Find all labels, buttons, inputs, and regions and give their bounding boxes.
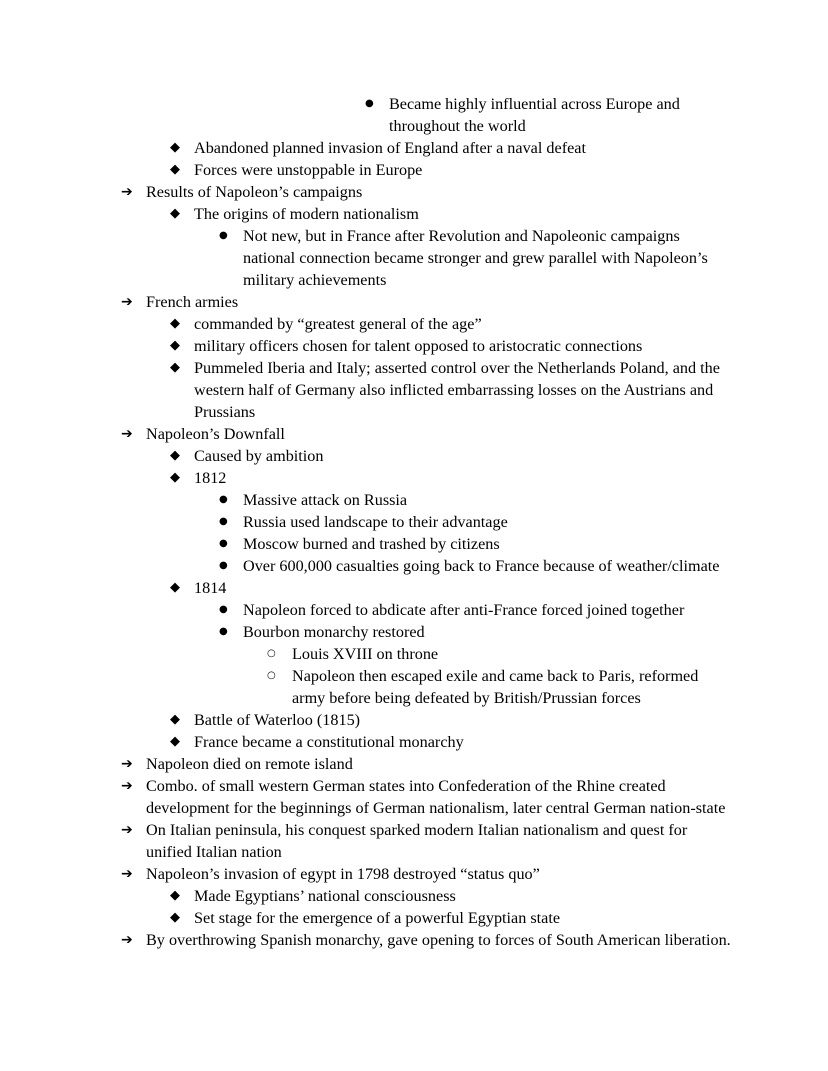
list-item (0, 181, 828, 203)
diamond-icon: ◆ (170, 360, 180, 375)
list-item (0, 313, 828, 335)
list-item (0, 225, 828, 291)
list-item-text: commanded by “greatest general of the age” (194, 315, 482, 333)
diamond-icon: ◆ (170, 470, 180, 485)
bullet-icon: ● (219, 604, 228, 615)
arrow-icon: ➔ (121, 184, 133, 200)
list-item-text: On Italian peninsula, his conquest sparked modern Italian nationalism and quest for unified Italian nation (146, 821, 688, 861)
diamond-icon: ◆ (170, 140, 180, 155)
list-item-text: Abandoned planned invasion of England after a naval defeat (194, 139, 586, 157)
list-item (0, 511, 828, 533)
list-item-text: Louis XVIII on throne (292, 645, 439, 663)
diamond-icon: ◆ (170, 712, 180, 727)
bullet-icon: ● (219, 516, 228, 527)
bullet-icon: ● (365, 98, 374, 109)
list-item (0, 291, 828, 313)
list-item (0, 599, 828, 621)
list-item-text: Made Egyptians’ national consciousness (194, 887, 456, 905)
list-item-text: Napoleon’s Downfall (146, 425, 285, 443)
list-item-text: Battle of Waterloo (1815) (194, 711, 361, 729)
list-item-text: Pummeled Iberia and Italy; asserted control over the Netherlands Poland, and the western half of Germany also inflicted embarrassing losses on the Austrians and Prussians (194, 359, 720, 421)
circle-icon: ○ (267, 648, 276, 659)
arrow-icon: ➔ (121, 778, 133, 794)
list-item (0, 863, 828, 885)
list-item-text: Combo. of small western German states into Confederation of the Rhine created development for the beginnings of German nationalism, later central German nation-state (146, 777, 726, 817)
list-item (0, 423, 828, 445)
diamond-icon: ◆ (170, 162, 180, 177)
arrow-icon: ➔ (121, 294, 133, 310)
list-item (0, 709, 828, 731)
diamond-icon: ◆ (170, 206, 180, 221)
arrow-icon: ➔ (121, 426, 133, 442)
list-item (0, 489, 828, 511)
list-item-text: Not new, but in France after Revolution and Napoleonic campaigns national connection became stronger and grew parallel with Napoleon’s military achievements (243, 227, 708, 289)
list-item-text: France became a constitutional monarchy (194, 733, 464, 751)
list-item-text: By overthrowing Spanish monarchy, gave opening to forces of South American liberation. (146, 931, 731, 949)
diamond-icon: ◆ (170, 888, 180, 903)
list-item-text: military officers chosen for talent opposed to aristocratic connections (194, 337, 643, 355)
list-item (0, 467, 828, 489)
list-item (0, 93, 828, 137)
arrow-icon: ➔ (121, 756, 133, 772)
bullet-icon: ● (219, 230, 228, 241)
list-item (0, 621, 828, 643)
list-item (0, 819, 828, 863)
list-item-text: Caused by ambition (194, 447, 324, 465)
bullet-icon: ● (219, 538, 228, 549)
list-item-text: Napoleon died on remote island (146, 755, 353, 773)
list-item-text: Bourbon monarchy restored (243, 623, 425, 641)
arrow-icon: ➔ (121, 822, 133, 838)
list-item (0, 335, 828, 357)
list-item (0, 533, 828, 555)
diamond-icon: ◆ (170, 448, 180, 463)
list-item (0, 929, 828, 951)
arrow-icon: ➔ (121, 932, 133, 948)
diamond-icon: ◆ (170, 338, 180, 353)
list-item (0, 445, 828, 467)
list-item (0, 577, 828, 599)
list-item (0, 137, 828, 159)
list-item-text: 1814 (194, 579, 227, 597)
list-item-text: Forces were unstoppable in Europe (194, 161, 423, 179)
bullet-icon: ● (219, 494, 228, 505)
diamond-icon: ◆ (170, 316, 180, 331)
bullet-icon: ● (219, 560, 228, 571)
diamond-icon: ◆ (170, 910, 180, 925)
list-item-text: Napoleon then escaped exile and came back to Paris, reformed army before being defeated by British/Prussian forces (292, 667, 699, 707)
bullet-icon: ● (219, 626, 228, 637)
list-item-text: 1812 (194, 469, 227, 487)
diamond-icon: ◆ (170, 580, 180, 595)
list-item (0, 159, 828, 181)
diamond-icon: ◆ (170, 734, 180, 749)
list-item (0, 907, 828, 929)
list-item (0, 775, 828, 819)
list-item-text: Results of Napoleon’s campaigns (146, 183, 363, 201)
list-item-text: Napoleon forced to abdicate after anti-France forced joined together (243, 601, 685, 619)
list-item-text: Massive attack on Russia (243, 491, 408, 509)
outline-list (0, 93, 828, 951)
list-item (0, 643, 828, 665)
circle-icon: ○ (267, 670, 276, 681)
list-item-text: Set stage for the emergence of a powerful Egyptian state (194, 909, 561, 927)
list-item (0, 665, 828, 709)
list-item-text: The origins of modern nationalism (194, 205, 419, 223)
list-item (0, 731, 828, 753)
list-item-text: Napoleon’s invasion of egypt in 1798 destroyed “status quo” (146, 865, 540, 883)
list-item-text: Moscow burned and trashed by citizens (243, 535, 500, 553)
list-item-text: French armies (146, 293, 239, 311)
arrow-icon: ➔ (121, 866, 133, 882)
list-item-text: Russia used landscape to their advantage (243, 513, 508, 531)
list-item (0, 885, 828, 907)
list-item-text: Became highly influential across Europe and throughout the world (389, 95, 680, 135)
list-item (0, 203, 828, 225)
list-item (0, 555, 828, 577)
list-item (0, 753, 828, 775)
list-item (0, 357, 828, 423)
list-item-text: Over 600,000 casualties going back to France because of weather/climate (243, 557, 720, 575)
